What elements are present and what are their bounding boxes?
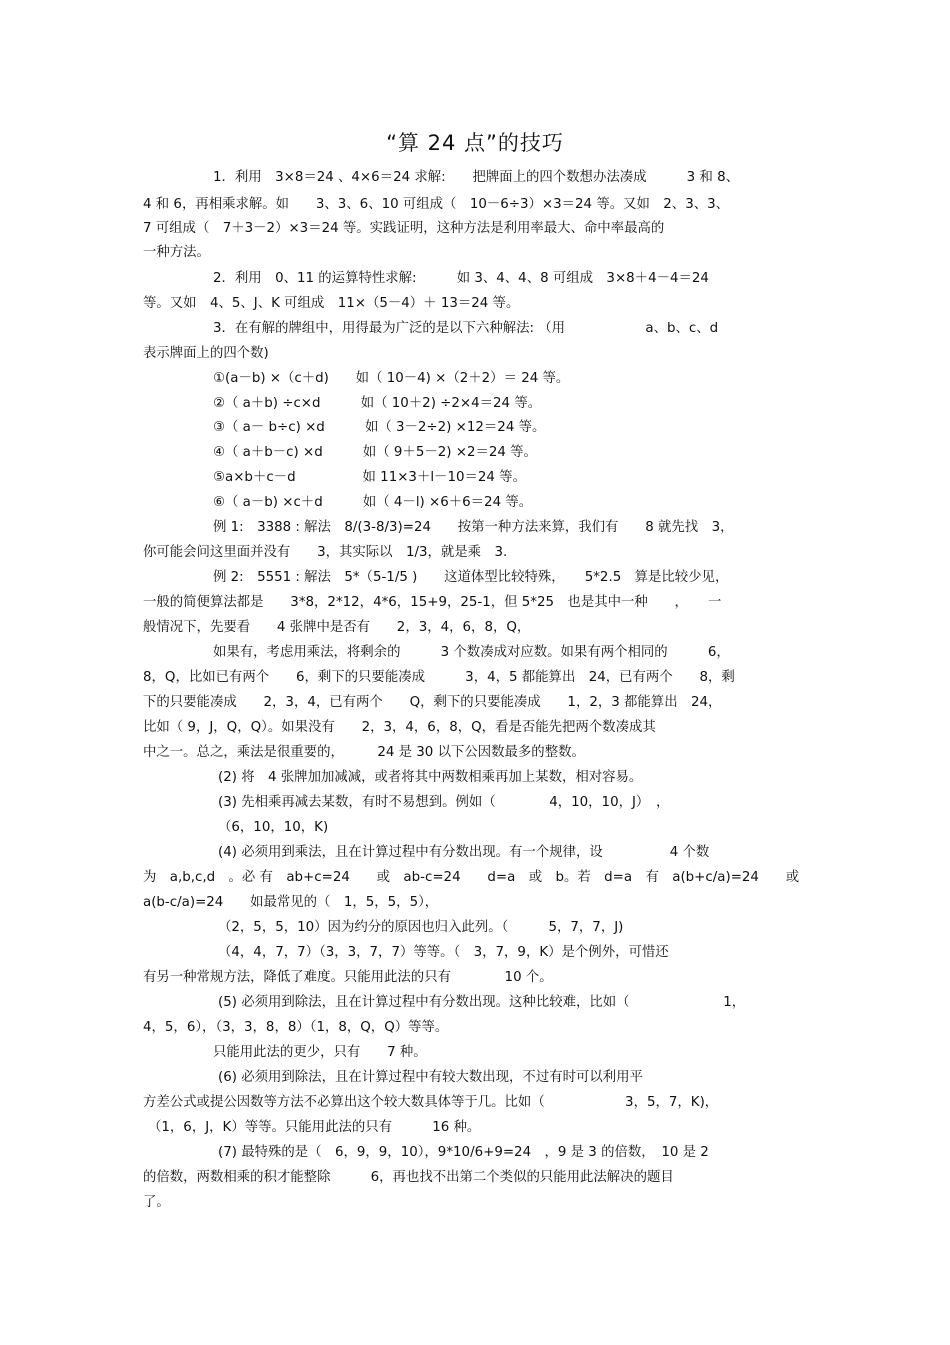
text-line: 比如（ 9，J，Q，Q）。如果没有 2，3，4，6，8，Q，看是否能先把两个数凑成其: [143, 720, 656, 735]
text-line: 为 a,b,c,d 。必 有 ab+c=24 或 ab-c=24 d=a 或 b。若 d=a 有 a(b+c/a)=24 或: [143, 870, 800, 885]
text-line: 3．在有解的牌组中，用得最为广泛的是以下六种解法: （用 a、b、c、d: [213, 321, 719, 336]
page-title: “算 24 点”的技巧: [386, 131, 564, 155]
text-line: （4，4，7，7）（3，3，7，7）等等。（ 3，7，9，K）是个例外，可惜还: [218, 945, 669, 960]
text-line: 下的只要能凑成 2，3，4，已有两个 Q，剩下的只要能凑成 1，2，3 都能算出 24，: [143, 695, 722, 710]
text-line: (4) 必须用到乘法，且在计算过程中有分数出现。有一个规律，设 4 个数: [218, 845, 710, 860]
text-line: 2．利用 0、11 的运算特性求解: 如 3、4、4、8 可组成 3×8＋4－4＝24: [213, 271, 709, 286]
text-line: ①(a－b) ×（c＋d) 如（ 10－4) ×（2＋2）＝ 24 等。: [213, 371, 570, 386]
text-line: 等。又如 4、5、J、K 可组成 11×（5－4）＋ 13＝24 等。: [143, 296, 520, 311]
text-line: 方差公式或提公因数等方法不必算出这个较大数具体等于几。比如（ 3，5，7，K)，: [143, 1095, 719, 1110]
text-line: (2) 将 4 张牌加加减减，或者将其中两数相乘再加上某数，相对容易。: [218, 770, 643, 785]
text-line: 一种方法。: [143, 245, 210, 260]
text-line: (6) 必须用到除法，且在计算过程中有较大数出现，不过有时可以利用平: [218, 1070, 643, 1085]
text-line: 表示牌面上的四个数): [143, 346, 269, 361]
text-line: 一般的简便算法都是 3*8，2*12，4*6，15+9，25-1，但 5*25 也是其中一种 ， 一: [143, 595, 722, 610]
text-line: 有另一种常规方法，降低了难度。只能用此法的只有 10 个。: [143, 970, 553, 985]
text-line: ⑥（ a－b) ×c＋d 如（ 4－l) ×6＋6＝24 等。: [213, 495, 533, 510]
text-line: 7 可组成（ 7＋3－2）×3＝24 等。实践证明，这种方法是利用率最大、命中率最高的: [143, 221, 665, 236]
text-line: 般情况下，先要看 4 张牌中是否有 2，3，4，6，8，Q，: [143, 620, 531, 635]
text-line: ②（ a＋b) ÷c×d 如（ 10＋2) ÷2×4＝24 等。: [213, 396, 542, 411]
text-line: 例 1: 3388 : 解法 8/(3-8/3)=24 按第一种方法来算，我们有 8 就先找 3，: [213, 520, 734, 535]
text-line: 中之一。总之，乘法是很重要的， 24 是 30 以下公因数最多的整数。: [143, 745, 585, 760]
text-line: 如果有，考虑用乘法，将剩余的 3 个数凑成对应数。如果有两个相同的 6，: [213, 645, 730, 660]
text-line: （2，5，5，10）因为约分的原因也归入此列。（ 5，7，7，J): [218, 920, 624, 935]
text-line: (5) 必须用到除法，且在计算过程中有分数出现。这种比较难，比如（ 1，: [218, 995, 746, 1010]
text-line: （1，6，J，K）等等。只能用此法的只有 16 种。: [148, 1120, 481, 1135]
text-line: (7) 最特殊的是（ 6，9，9，10），9*10/6+9=24 ，9 是 3 的倍数， 10 是 2: [218, 1145, 709, 1160]
text-line: 只能用此法的更少，只有 7 种。: [213, 1045, 427, 1060]
text-line: a(b-c/a)=24 如最常见的（ 1，5，5，5），: [143, 895, 439, 910]
text-line: 1．利用 3×8＝24 、4×6＝24 求解: 把牌面上的四个数想办法凑成 3 和 8、: [213, 170, 740, 185]
text-line: 例 2: 5551 : 解法 5*（5-1/5 ) 这道体型比较特殊， 5*2.5 算是比较少见，: [213, 570, 729, 585]
text-line: 了。: [143, 1195, 170, 1210]
text-line: ③（ a－ b÷c) ×d 如（ 3－2÷2) ×12＝24 等。: [213, 420, 546, 435]
text-line: 4 和 6，再相乘求解。如 3、3、6、10 可组成（ 10－6÷3）×3＝24 等。又如 2、3、3、: [143, 197, 730, 212]
text-line: 4，5，6），（3，3，8，8）（1，8，Q，Q）等等。: [143, 1020, 449, 1035]
text-line: 8，Q，比如已有两个 6，剩下的只要能凑成 3，4，5 都能算出 24，已有两个 8，剩: [143, 670, 735, 685]
text-line: 的倍数，两数相乘的积才能整除 6，再也找不出第二个类似的只能用此法解决的题目: [143, 1170, 674, 1185]
text-line: 你可能会问这里面并没有 3，其实际以 1/3，就是乘 3.: [143, 545, 508, 560]
text-line: ④（ a＋b－c) ×d 如（ 9＋5－2) ×2＝24 等。: [213, 445, 537, 460]
text-line: ⑤a×b＋c－d 如 11×3＋l－10＝24 等。: [213, 470, 526, 485]
text-line: (3) 先相乘再减去某数，有时不易想到。例如（ 4，10，10，J） ，: [218, 795, 670, 810]
text-line: （6，10，10，K): [218, 820, 329, 835]
